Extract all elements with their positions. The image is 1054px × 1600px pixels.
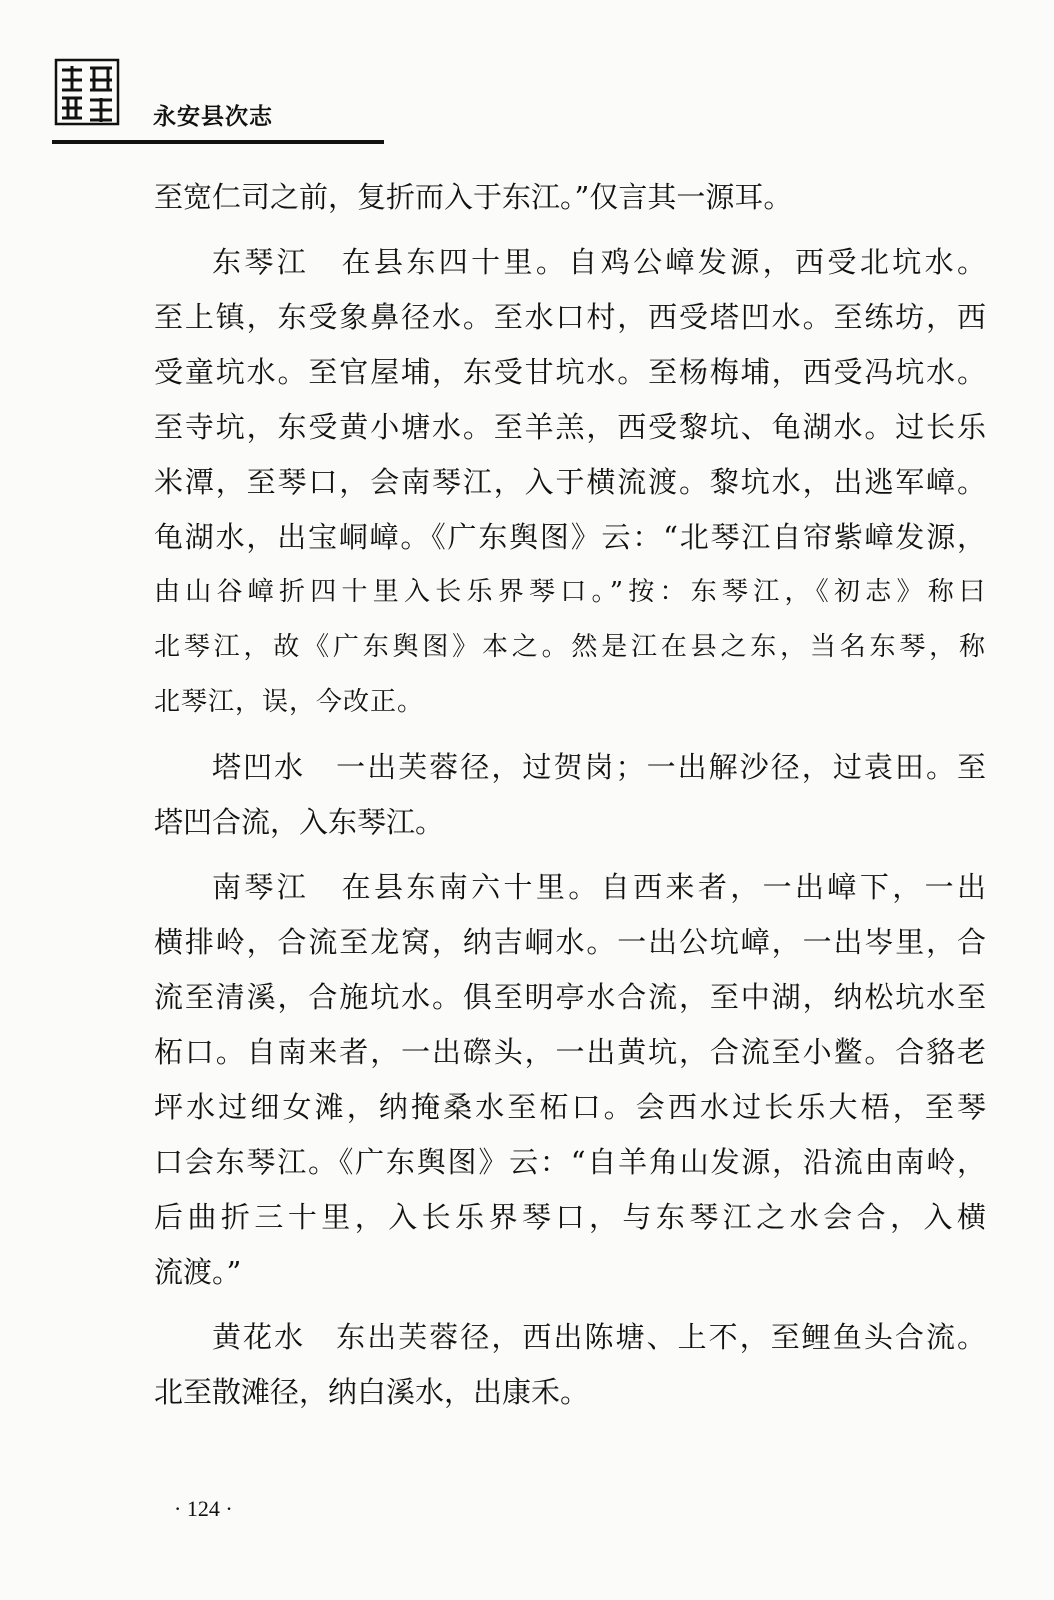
paragraph-gap — [154, 730, 986, 740]
text-line: 至宽仁司之前，复折而入于东江。”仅言其一源耳。 — [154, 180, 793, 214]
paragraph — [154, 170, 986, 225]
text-line: 黄花水 东出芙蓉径，西出陈塘、上不，至鲤鱼头合流。 — [212, 1320, 986, 1354]
text-line: 口会东琴江。《广东舆图》云：“自羊角山发源，沿流由南岭， — [154, 1145, 986, 1179]
paragraph-gap — [154, 225, 986, 235]
paragraph-gap — [154, 1300, 986, 1310]
header-rule — [52, 140, 384, 144]
text-line: 后曲折三十里，入长乐界琴口，与东琴江之水会合，入横 — [154, 1200, 986, 1234]
text-line: 南琴江 在县东南六十里。自西来者，一出嶂下，一出 — [212, 870, 986, 904]
text-line: 龟湖水，出宝峒嶂。《广东舆图》云：“北琴江自帘紫嶂发源， — [154, 520, 986, 554]
text-line: 米潭，至琴口，会南琴江，入于横流渡。黎坑水，出逃军嶂。 — [154, 465, 986, 499]
paragraph — [154, 235, 986, 730]
text-line: 横排岭，合流至龙窝，纳吉峒水。一出公坑嶂，一出岑里，合 — [154, 925, 986, 959]
annotation-line: 北琴江，误，今改正。 — [154, 687, 425, 717]
paragraph-gap — [154, 850, 986, 860]
paragraph — [154, 860, 986, 1300]
text-line: 流渡。” — [154, 1255, 242, 1289]
seal-stamp-logo — [54, 58, 120, 126]
text-line: 坪水过细女滩，纳掩桑水至柘口。会西水过长乐大梧，至琴 — [154, 1090, 986, 1124]
text-line: 塔凹水 一出芙蓉径，过贺岗；一出解沙径，过袁田。至 — [212, 750, 986, 784]
text-line: 东琴江 在县东四十里。自鸡公嶂发源，西受北坑水。 — [212, 245, 986, 279]
paragraph — [154, 740, 986, 850]
body-text — [154, 170, 986, 1420]
text-line: 流至清溪，合施坑水。俱至明亭水合流，至中湖，纳松坑水至 — [154, 980, 986, 1014]
page-number: · 124 · — [174, 1496, 233, 1521]
text-line: 塔凹合流，入东琴江。 — [154, 805, 445, 839]
paragraph — [154, 1310, 986, 1420]
annotation-line: 由山谷嶂折四十里入长乐界琴口。”按：东琴江，《初志》称曰 — [154, 577, 986, 607]
text-line: 至寺坑，东受黄小塘水。至羊羔，西受黎坑、龟湖水。过长乐 — [154, 410, 986, 444]
text-line: 北至散滩径，纳白溪水，出康禾。 — [154, 1375, 590, 1409]
text-line: 受童坑水。至官屋埔，东受甘坑水。至杨梅埔，西受冯坑水。 — [154, 355, 986, 389]
text-line: 柘口。自南来者，一出磜头，一出黄坑，合流至小鳖。合貉老 — [154, 1035, 986, 1069]
annotation-line: 北琴江，故《广东舆图》本之。然是江在县之东，当名东琴，称 — [154, 632, 986, 662]
running-title: 永安县次志 — [153, 104, 273, 130]
text-line: 至上镇，东受象鼻径水。至水口村，西受塔凹水。至练坊，西 — [154, 300, 986, 334]
